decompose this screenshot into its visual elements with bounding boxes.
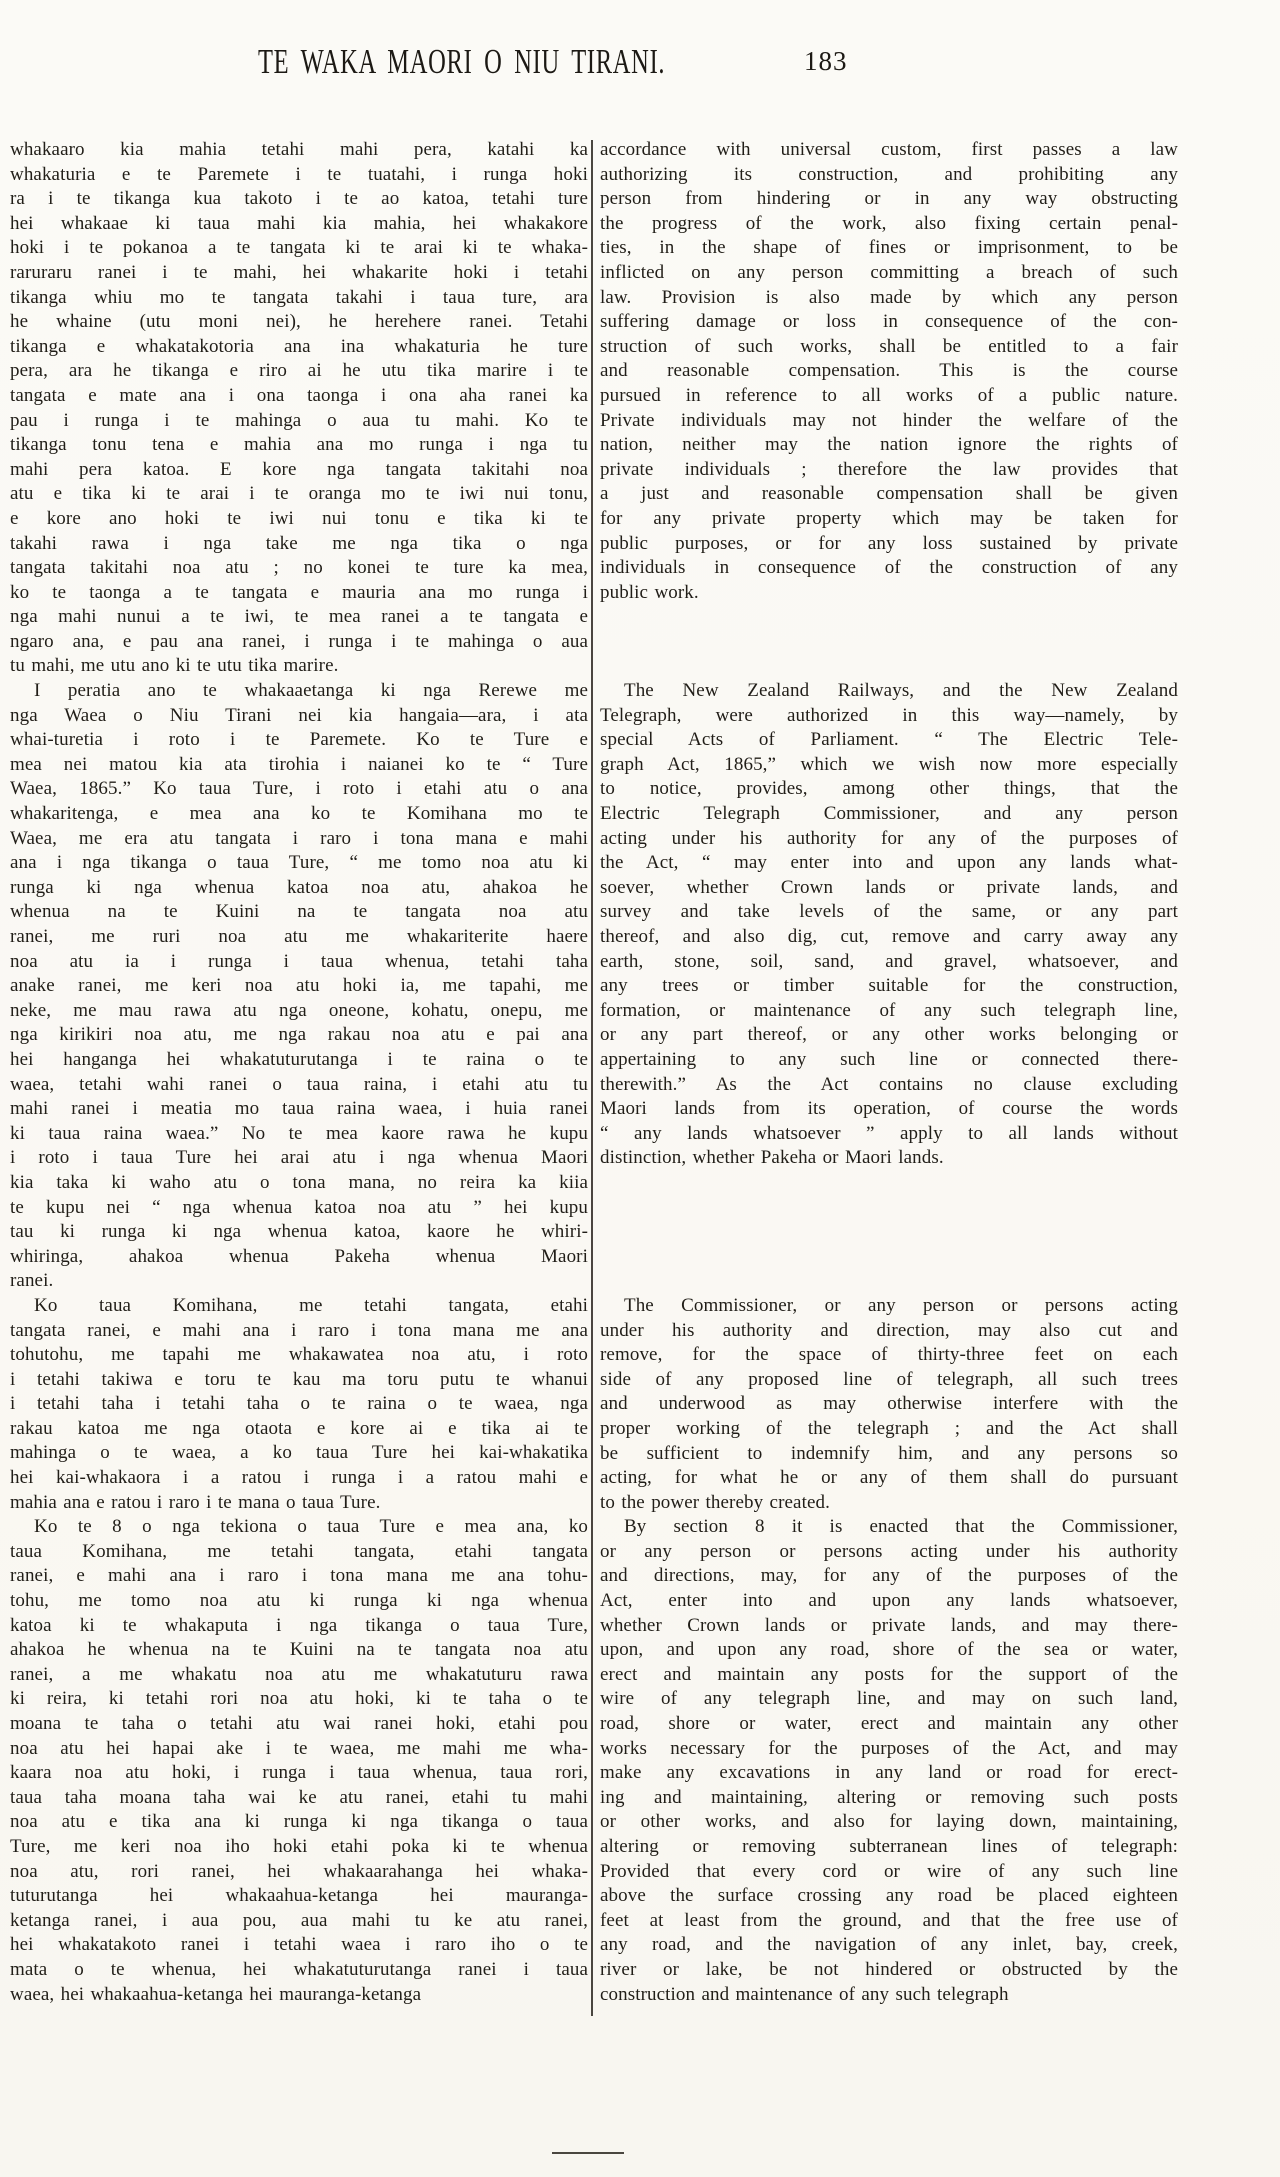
text-line: distinction, whether Pakeha or Maori lands. bbox=[600, 1147, 944, 1169]
text-line: I peratia ano te whakaaetanga ki nga Rerewe me bbox=[34, 680, 588, 702]
text-line: nga mahi nunui a te iwi, te mea ranei a te tangata e bbox=[10, 606, 588, 628]
paragraph bbox=[10, 138, 588, 679]
text-line: ki reira, ki tetahi rori noa atu hoki, ki te taha o te bbox=[10, 1688, 588, 1710]
text-line: Ko te 8 o nga tekiona o taua Ture e mea ana, ko bbox=[34, 1516, 588, 1538]
text-line: the Act, “ may enter into and upon any lands what- bbox=[600, 852, 1178, 874]
text-line: tikanga e whakatakotoria ana ina whakaturia he ture bbox=[10, 335, 588, 357]
text-line: hei kai-whakaora i a ratou i runga i a ratou mahi e bbox=[10, 1467, 588, 1489]
text-line: ketanga ranei, i aua pou, aua mahi tu ke atu ranei, bbox=[10, 1909, 588, 1931]
paragraph bbox=[10, 1294, 588, 1515]
text-line: mahia ana e ratou i raro i te mana o taua Ture. bbox=[10, 1491, 381, 1513]
text-line: to the power thereby created. bbox=[600, 1491, 830, 1513]
text-line: to notice, provides, among other things, that the bbox=[600, 778, 1178, 800]
text-line: wire of any telegraph line, and may on such land, bbox=[600, 1688, 1178, 1710]
text-line: ko te taonga a te tangata e mauria ana mo runga i bbox=[10, 581, 588, 603]
paragraph bbox=[600, 1515, 1178, 2007]
text-line: tikanga whiu mo te tangata takahi i taua ture, ara bbox=[10, 286, 588, 308]
paragraph bbox=[600, 138, 1178, 605]
text-line: waea, tetahi wahi ranei o taua raina, i etahi atu tu bbox=[10, 1073, 588, 1095]
text-line: kaara noa atu hoki, i runga i taua whenua, taua rori, bbox=[10, 1762, 588, 1784]
text-line: whenua na te Kuini na te tangata noa atu bbox=[10, 901, 588, 923]
text-line: ahakoa he whenua na te Kuini na te tangata noa atu bbox=[10, 1639, 588, 1661]
text-line: ngaro ana, e pau ana ranei, i runga i te mahinga o aua bbox=[10, 630, 588, 652]
text-line: nation, neither may the nation ignore the rights of bbox=[600, 434, 1178, 456]
text-line: authorizing its construction, and prohibiting any bbox=[600, 163, 1178, 185]
text-line: acting, for what he or any of them shall do pursuant bbox=[600, 1467, 1178, 1489]
text-line: any road, and the navigation of any inlet, bay, creek, bbox=[600, 1934, 1178, 1956]
text-line: appertaining to any such line or connected there- bbox=[600, 1048, 1178, 1070]
text-line: neke, me mau rawa atu nga oneone, kohatu, onepu, me bbox=[10, 999, 588, 1021]
text-line: i tetahi takiwa e toru te kau ma toru putu te whanui bbox=[10, 1368, 588, 1390]
text-line: earth, stone, soil, sand, and gravel, whatsoever, and bbox=[600, 950, 1178, 972]
text-line: Act, enter into and upon any lands whatsoever, bbox=[600, 1590, 1178, 1612]
text-line: i tetahi taha i tetahi taha o te raina o te waea, nga bbox=[10, 1393, 588, 1415]
text-line: be sufficient to indemnify him, and any persons so bbox=[600, 1442, 1178, 1464]
text-line: he whaine (utu moni nei), he herehere ranei. Tetahi bbox=[10, 311, 588, 333]
text-line: ranei, e mahi ana i raro i tona mana me ana tohu- bbox=[10, 1565, 588, 1587]
text-line: tohu, me tomo noa atu ki runga ki nga whenua bbox=[10, 1590, 588, 1612]
text-line: ra i te tikanga kua takoto i te ao katoa, tetahi ture bbox=[10, 188, 588, 210]
text-line: under his authority and direction, may also cut and bbox=[600, 1319, 1178, 1341]
text-line: kia taka ki waho atu o tona mana, no reira ka kiia bbox=[10, 1171, 588, 1193]
text-line: or any part thereof, or any other works belonging or bbox=[600, 1024, 1178, 1046]
text-line: atu e tika ki te arai i te oranga mo te iwi nui tonu, bbox=[10, 483, 588, 505]
page-title: TE WAKA MAORI O NIU TIRANI. bbox=[258, 42, 666, 81]
text-line: Telegraph, were authorized in this way—namely, by bbox=[600, 704, 1178, 726]
text-line: e kore ano hoki te iwi nui tonu e tika ki te bbox=[10, 507, 588, 529]
text-line: ki taua raina waea.” No te mea kaore rawa he kupu bbox=[10, 1122, 588, 1144]
text-line: hei hanganga hei whakatuturutanga i te raina o te bbox=[10, 1048, 588, 1070]
footer-rule bbox=[552, 2152, 624, 2154]
text-line: pursued in reference to all works of a public nature. bbox=[600, 384, 1178, 406]
text-line: mea nei matou kia ata tirohia i naianei ko te “ Ture bbox=[10, 753, 588, 775]
text-line: special Acts of Parliament. “ The Electric Tele- bbox=[600, 729, 1178, 751]
text-line: Waea, 1865.” Ko taua Ture, i roto i etahi atu o ana bbox=[10, 778, 588, 800]
text-line: and reasonable compensation. This is the course bbox=[600, 360, 1178, 382]
text-line: acting under his authority for any of the purposes of bbox=[600, 827, 1178, 849]
text-line: Ko taua Komihana, me tetahi tangata, etahi bbox=[34, 1294, 588, 1316]
text-line: “ any lands whatsoever ” apply to all lands without bbox=[600, 1122, 1178, 1144]
text-line: or other works, and also for laying down, maintaining, bbox=[600, 1811, 1178, 1833]
text-line: whiringa, ahakoa whenua Pakeha whenua Maori bbox=[10, 1245, 588, 1267]
text-line: remove, for the space of thirty-three feet on each bbox=[600, 1344, 1178, 1366]
text-line: The New Zealand Railways, and the New Zealand bbox=[624, 680, 1178, 702]
text-line: pera, ara he tikanga e riro ai he utu tika marire i te bbox=[10, 360, 588, 382]
text-line: waea, hei whakaahua-ketanga hei mauranga-ketanga bbox=[10, 1983, 422, 2005]
text-line: pau i runga i te mahinga o aua tu mahi. Ko te bbox=[10, 409, 588, 431]
text-line: altering or removing subterranean lines of telegraph: bbox=[600, 1836, 1178, 1858]
text-line: tangata takitahi noa atu ; no konei te ture ka mea, bbox=[10, 557, 588, 579]
text-line: noa atu e tika ana ki runga ki nga tikanga o taua bbox=[10, 1811, 588, 1833]
text-line: nga kirikiri noa atu, me nga rakau noa atu e pai ana bbox=[10, 1024, 588, 1046]
text-line: whai-turetia i roto i te Paremete. Ko te Ture e bbox=[10, 729, 588, 751]
text-line: Waea, me era atu tangata i raro i tona mana e mahi bbox=[10, 827, 588, 849]
text-line: katoa ki te whakaputa i nga tikanga o taua Ture, bbox=[10, 1614, 588, 1636]
text-line: works necessary for the purposes of the Act, and may bbox=[600, 1737, 1178, 1759]
text-line: ranei, me ruri noa atu me whakariterite haere bbox=[10, 926, 588, 947]
page-number: 183 bbox=[804, 46, 848, 76]
text-line: mahinga o te waea, a ko taua Ture hei kai-whakatika bbox=[10, 1442, 588, 1464]
text-line: hoki i te pokanoa a te tangata ki te arai ki te whaka- bbox=[10, 237, 588, 259]
text-line: tangata ranei, e mahi ana i raro i tona mana me ana bbox=[10, 1319, 588, 1341]
text-line: mahi pera katoa. E kore nga tangata takitahi noa bbox=[10, 458, 588, 480]
text-line: road, shore or water, erect and maintain any other bbox=[600, 1713, 1178, 1735]
text-line: public work. bbox=[600, 581, 699, 603]
text-line: law. Provision is also made by which any person bbox=[600, 286, 1178, 308]
text-line: formation, or maintenance of any such telegraph line, bbox=[600, 999, 1178, 1021]
text-line: Maori lands from its operation, of course the words bbox=[600, 1098, 1178, 1120]
text-line: inflicted on any person committing a breach of such bbox=[600, 261, 1178, 283]
text-line: Ture, me keri noa iho hoki etahi poka ki te whenua bbox=[10, 1835, 588, 1857]
text-line: i roto i taua Ture hei arai atu i nga whenua Maori bbox=[10, 1147, 588, 1169]
text-line: ranei. bbox=[10, 1270, 54, 1292]
text-line: public purposes, or for any loss sustained by private bbox=[600, 532, 1178, 554]
text-line: individuals in consequence of the construction of any bbox=[600, 557, 1178, 579]
paragraph bbox=[10, 679, 588, 1294]
text-line: whakaritenga, e mea ana ko te Komihana mo te bbox=[10, 803, 588, 825]
text-line: any trees or timber suitable for the construction, bbox=[600, 975, 1178, 997]
text-line: tuturutanga hei whakaahua-ketanga hei mauranga- bbox=[10, 1885, 588, 1907]
text-line: runga ki nga whenua katoa noa atu, ahakoa he bbox=[10, 876, 588, 898]
text-line: nga Waea o Niu Tirani nei kia hangaia—ara, i ata bbox=[10, 704, 588, 726]
text-line: the progress of the work, also fixing certain penal- bbox=[600, 212, 1178, 234]
text-line: ing and maintaining, altering or removing such posts bbox=[600, 1786, 1178, 1808]
text-line: and directions, may, for any of the purposes of the bbox=[600, 1565, 1178, 1587]
text-line: above the surface crossing any road be placed eighteen bbox=[600, 1885, 1178, 1907]
text-line: upon, and upon any road, shore of the sea or water, bbox=[600, 1639, 1178, 1661]
paragraph bbox=[10, 1515, 588, 2007]
text-line: whakaaro kia mahia tetahi mahi pera, katahi ka bbox=[10, 139, 588, 160]
paragraph bbox=[600, 1294, 1178, 1515]
text-line: Provided that every cord or wire of any such line bbox=[600, 1860, 1178, 1882]
text-line: tangata e mate ana i ona taonga i ona aha ranei ka bbox=[10, 384, 588, 406]
text-line: te kupu nei “ nga whenua katoa noa atu ” hei kupu bbox=[10, 1196, 588, 1218]
text-line: hei whakaae ki taua mahi kia mahia, hei whakakore bbox=[10, 212, 588, 234]
text-line: therewith.” As the Act contains no clause excluding bbox=[600, 1073, 1178, 1095]
text-line: make any excavations in any land or road for erect- bbox=[600, 1762, 1178, 1784]
text-line: proper working of the telegraph ; and the Act shall bbox=[600, 1417, 1178, 1439]
text-line: whakaturia e te Paremete i te tuatahi, i runga hoki bbox=[10, 163, 588, 185]
text-line: river or lake, be not hindered or obstructed by the bbox=[600, 1958, 1178, 1980]
text-line: takahi rawa i nga take me nga tika o nga bbox=[10, 532, 588, 554]
text-line: survey and take levels of the same, or any part bbox=[600, 901, 1178, 923]
text-line: Electric Telegraph Commissioner, and any person bbox=[600, 803, 1178, 825]
text-line: tikanga tonu tena e mahia ana mo runga i nga tu bbox=[10, 434, 588, 456]
text-line: Private individuals may not hinder the welfare of the bbox=[600, 409, 1178, 431]
text-line: mata o te whenua, hei whakatuturutanga ranei i taua bbox=[10, 1958, 588, 1980]
text-line: taua taha moana taha wai ke atu ranei, etahi tu mahi bbox=[10, 1786, 588, 1808]
text-line: a just and reasonable compensation shall be given bbox=[600, 483, 1178, 505]
text-line: tau ki runga ki nga whenua katoa, kaore he whiri- bbox=[10, 1221, 588, 1243]
text-line: private individuals ; therefore the law provides that bbox=[600, 458, 1178, 480]
text-line: By section 8 it is enacted that the Commissioner, bbox=[624, 1516, 1178, 1538]
text-line: for any private property which may be taken for bbox=[600, 507, 1178, 529]
text-line: mahi ranei i meatia mo taua raina waea, i huia ranei bbox=[10, 1098, 588, 1120]
right-column-english-text bbox=[600, 138, 1178, 2007]
text-line: noa atu hei hapai ake i te waea, me mahi me wha- bbox=[10, 1737, 588, 1759]
text-line: tohutohu, me tapahi me whakawatea noa atu, i roto bbox=[10, 1344, 588, 1366]
text-line: noa atu, rori ranei, hei whakaarahanga hei whaka- bbox=[10, 1860, 588, 1882]
paragraph bbox=[600, 679, 1178, 1171]
text-line: struction of such works, shall be entitled to a fair bbox=[600, 335, 1178, 357]
text-line: hei whakatakoto ranei i tetahi waea i raro iho o te bbox=[10, 1934, 588, 1956]
text-line: feet at least from the ground, and that the free use of bbox=[600, 1909, 1178, 1931]
text-line: soever, whether Crown lands or private lands, and bbox=[600, 876, 1178, 898]
text-line: moana te taha o tetahi atu wai ranei hoki, etahi pou bbox=[10, 1713, 588, 1734]
text-line: ana i nga tikanga o taua Ture, “ me tomo noa atu ki bbox=[10, 852, 588, 874]
text-line: noa atu ia i runga i taua whenua, tetahi taha bbox=[10, 950, 588, 972]
text-line: erect and maintain any posts for the support of the bbox=[600, 1663, 1178, 1685]
text-line: raruraru ranei i te mahi, hei whakarite hoki i tetahi bbox=[10, 261, 588, 283]
text-line: or any person or persons acting under his authority bbox=[600, 1540, 1178, 1562]
left-column-maori-text bbox=[10, 138, 588, 2007]
text-line: rakau katoa me nga otaota e kore ai e tika ai te bbox=[10, 1417, 588, 1439]
text-line: tu mahi, me utu ano ki te utu tika marire. bbox=[10, 655, 339, 677]
text-line: suffering damage or loss in consequence of the con- bbox=[600, 311, 1178, 333]
text-line: thereof, and also dig, cut, remove and carry away any bbox=[600, 926, 1178, 948]
text-line: graph Act, 1865,” which we wish now more especially bbox=[600, 753, 1178, 775]
text-line: ties, in the shape of fines or imprisonment, to be bbox=[600, 237, 1178, 259]
text-line: construction and maintenance of any such telegraph bbox=[600, 1983, 1009, 2005]
text-line: taua Komihana, me tetahi tangata, etahi tangata bbox=[10, 1540, 588, 1562]
text-line: whether Crown lands or private lands, and may there- bbox=[600, 1614, 1178, 1636]
text-line: person from hindering or in any way obstructing bbox=[600, 188, 1178, 210]
text-line: ranei, a me whakatu noa atu me whakatuturu rawa bbox=[10, 1663, 588, 1685]
text-line: and underwood as may otherwise interfere with the bbox=[600, 1393, 1178, 1415]
text-line: accordance with universal custom, first passes a law bbox=[600, 139, 1178, 160]
text-line: anake ranei, me keri noa atu hoki ia, me tapahi, me bbox=[10, 975, 588, 997]
column-divider bbox=[591, 140, 593, 2016]
text-line: The Commissioner, or any person or persons acting bbox=[624, 1294, 1178, 1316]
text-line: side of any proposed line of telegraph, all such trees bbox=[600, 1368, 1178, 1390]
